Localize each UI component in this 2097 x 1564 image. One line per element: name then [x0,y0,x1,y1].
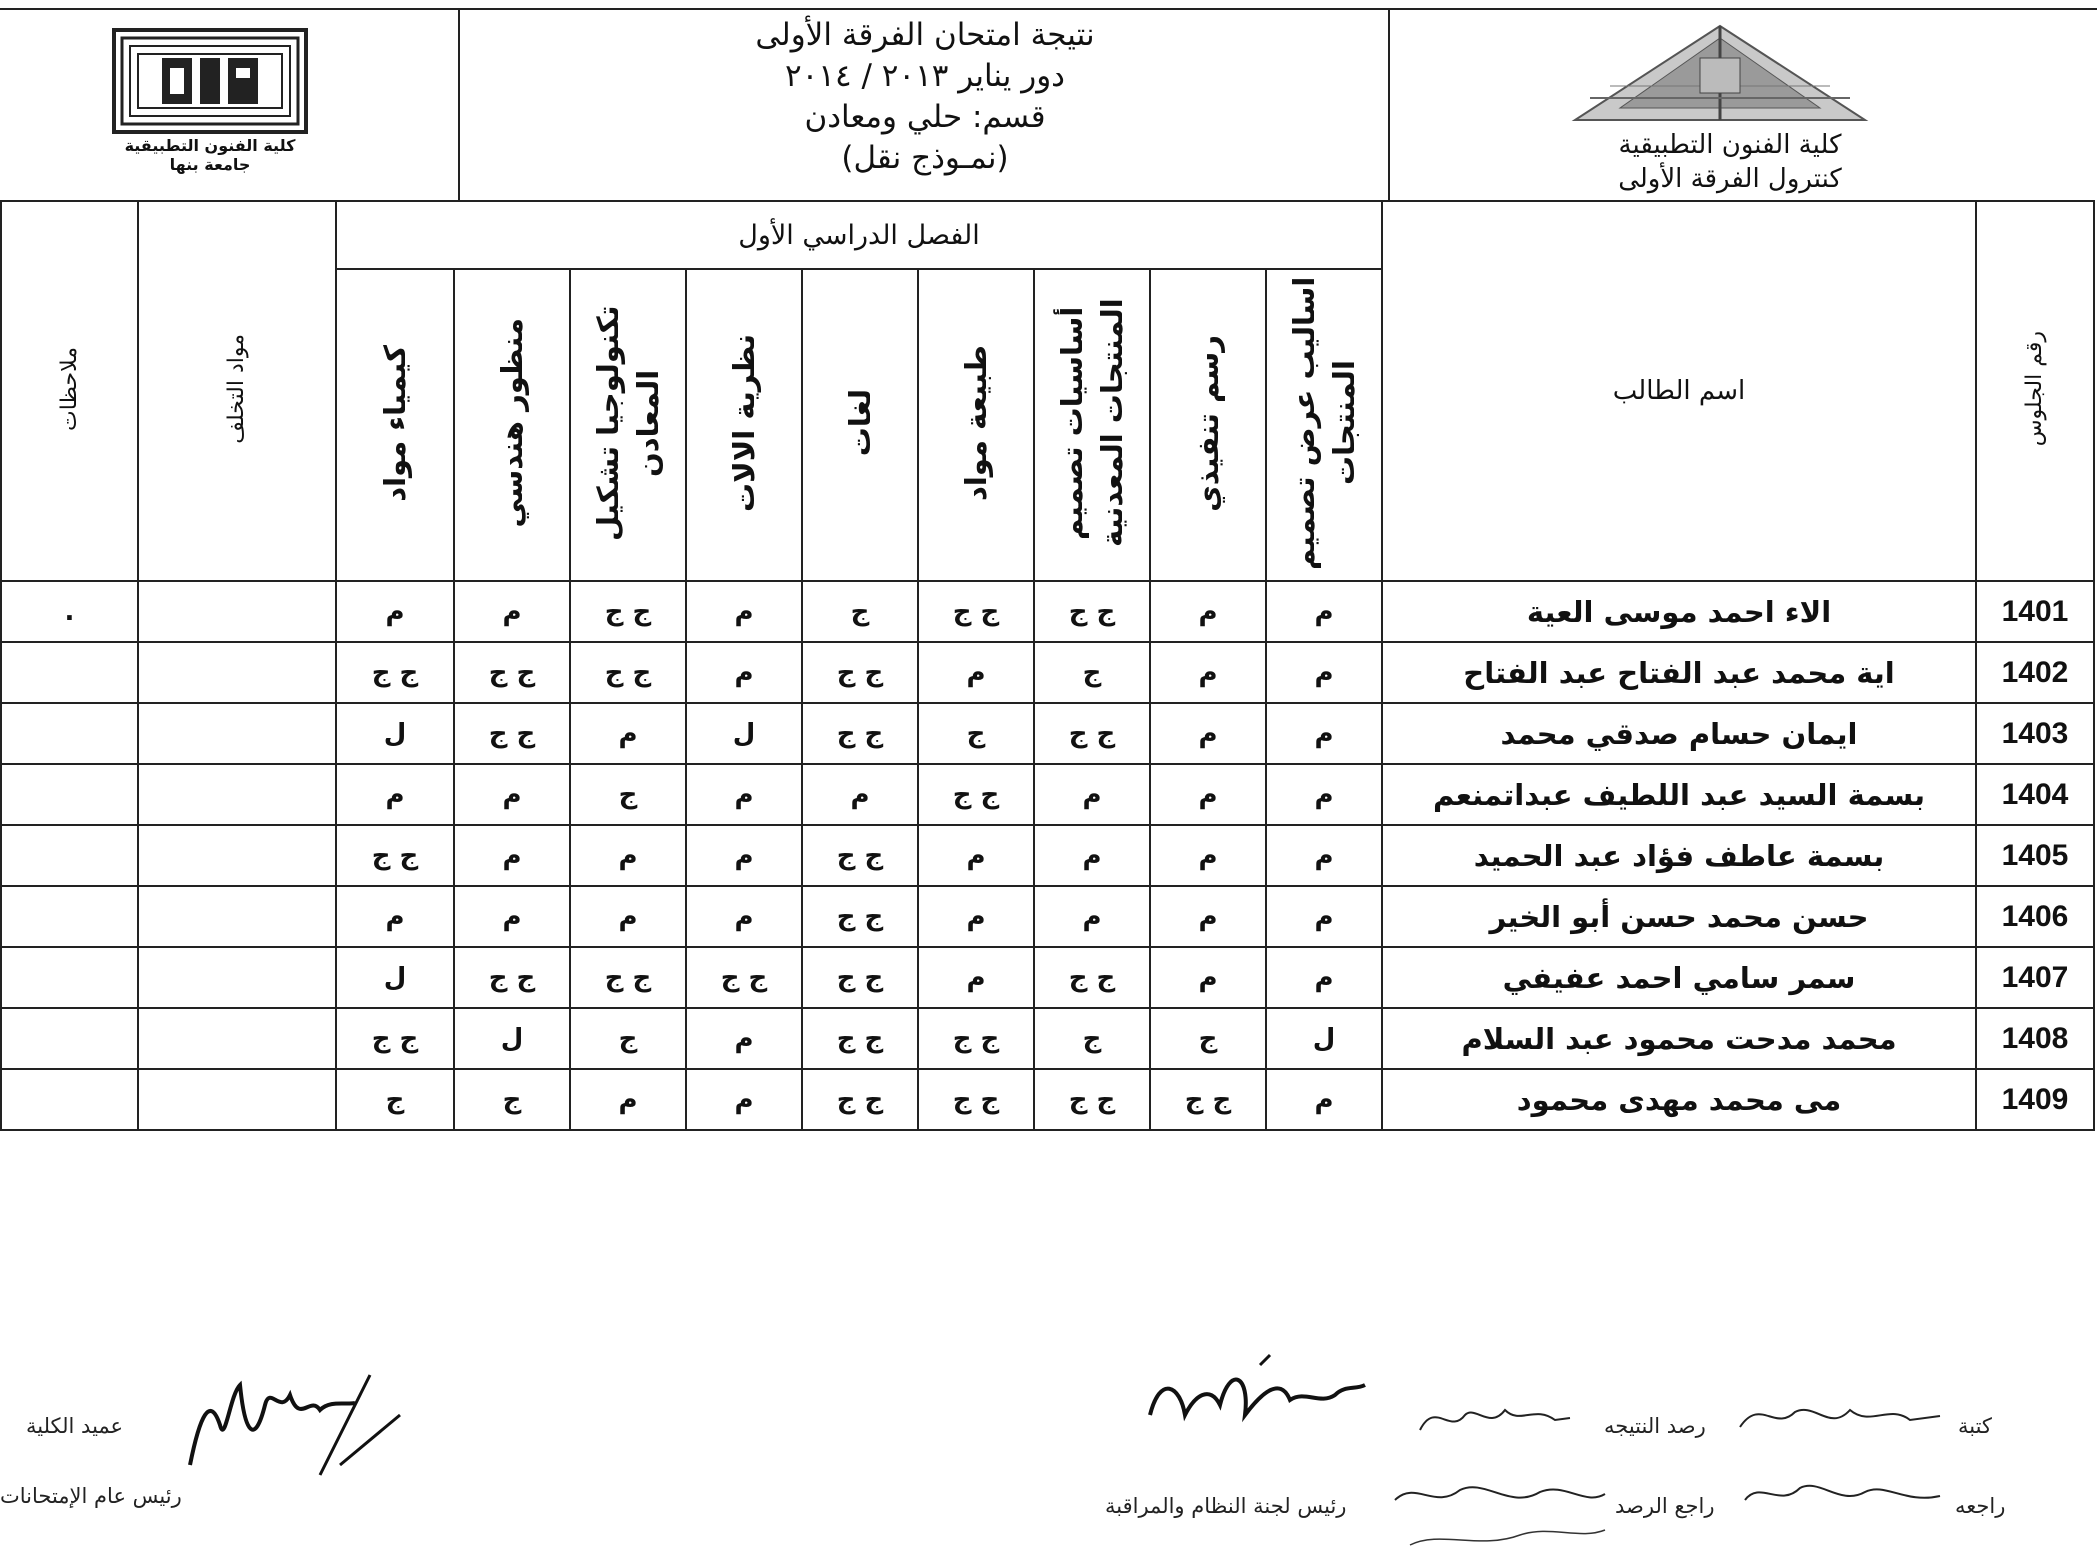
notes-cell [1,764,138,825]
grade-cell: ج [570,764,686,825]
results-table [0,200,2095,1131]
grade-cell: م [454,581,570,642]
notes-cell [1,1008,138,1069]
grade-cell: م [1266,825,1382,886]
table-row [1,642,2094,703]
table-row [1,886,2094,947]
notes-cell [1,825,138,886]
exams-head-label: رئيس عام الإمتحانات [0,1484,182,1508]
semester-header: الفصل الدراسي الأول [336,201,1382,269]
grade-cell: ج ج [454,703,570,764]
grade-cell: ج ج [1034,703,1150,764]
grade-cell: م [918,947,1034,1008]
grade-cell: م [1150,764,1266,825]
table-row [1,703,2094,764]
grade-cell: م [336,764,454,825]
seat-number-cell: 1403 [1976,703,2094,764]
review-record-label: راجع الرصد [1615,1494,1715,1518]
grade-cell: م [570,825,686,886]
subject-header: رسم تنفيذي [1150,269,1266,581]
grade-cell: م [1266,886,1382,947]
recorder-signature [1415,1390,1575,1450]
subject-header: اساليب عرض تصميم المنتجات [1266,269,1382,581]
left-logo-caption: كلية الفنون التطبيقية جامعة بنها [124,136,296,174]
notes-header: ملاحظات [1,201,138,581]
seat-number-cell: 1405 [1976,825,2094,886]
failed-subjects-cell [138,764,336,825]
grade-cell: م [686,581,802,642]
grade-cell: م [1150,642,1266,703]
grade-cell: ج ج [336,1008,454,1069]
table-row [1,1069,2094,1130]
grade-cell: م [336,581,454,642]
grade-cell: ج ج [1034,581,1150,642]
exam-title [460,15,1390,179]
table-row [1,825,2094,886]
grade-cell: م [686,1008,802,1069]
failed-subjects-cell [138,703,336,764]
grade-cell: ج [336,1069,454,1130]
grade-cell: ج ج [454,642,570,703]
grade-cell: ج ج [802,642,918,703]
grade-cell: ج ج [1034,947,1150,1008]
seat-number-cell: 1407 [1976,947,2094,1008]
grade-cell: ج ج [802,947,918,1008]
notes-cell [1,703,138,764]
subject-header: كيمياء مواد [336,269,454,581]
grade-cell: م [454,764,570,825]
grade-cell: م [686,886,802,947]
student-name-cell: اية محمد عبد الفتاح عبد الفتاح [1382,642,1976,703]
grade-cell: م [1150,825,1266,886]
subject-header: أساسيات تصميم المنتجات المعدنية [1034,269,1150,581]
grade-cell: ج ج [570,642,686,703]
grade-cell: م [1150,886,1266,947]
failed-subjects-cell [138,581,336,642]
student-name-cell: بسمة عاطف فؤاد عبد الحميد [1382,825,1976,886]
grade-cell: م [570,1069,686,1130]
grade-cell: ج ج [336,825,454,886]
grade-cell: ج [454,1069,570,1130]
reviewer-signature [1740,1470,1950,1520]
grade-cell: ج ج [802,886,918,947]
grade-cell: ج [1034,642,1150,703]
title-line-1: نتيجة امتحان الفرقة الأولى [755,17,1095,53]
failed-subjects-header: مواد التخلف [138,201,336,581]
subject-header: نظرية الالات [686,269,802,581]
record-reviewer-signature [1390,1470,1610,1560]
grade-cell: م [1150,581,1266,642]
failed-subjects-cell [138,825,336,886]
student-name-header: اسم الطالب [1382,201,1976,581]
grade-cell: م [570,703,686,764]
grade-cell: م [1266,947,1382,1008]
table-row [1,1008,2094,1069]
grade-cell: ج ج [570,581,686,642]
notes-cell [1,1069,138,1130]
grade-cell: م [570,886,686,947]
grade-cell: م [1266,703,1382,764]
grade-cell: ج ج [802,825,918,886]
seat-number-cell: 1402 [1976,642,2094,703]
grade-cell: ج ج [570,947,686,1008]
grade-cell: م [1034,764,1150,825]
student-name-cell: مى محمد مهدى محمود [1382,1069,1976,1130]
subject-header: منظور هندسي [454,269,570,581]
table-row [1,581,2094,642]
recorded-by-label: رصد النتيجه [1604,1414,1706,1438]
notes-cell: . [1,581,138,642]
failed-subjects-cell [138,1069,336,1130]
grade-cell: ل [336,947,454,1008]
grade-cell: م [918,825,1034,886]
grade-cell: ج ج [918,764,1034,825]
reviewed-by-label: راجعه [1955,1494,2006,1518]
grade-cell: م [1034,825,1150,886]
right-logo-caption: كلية الفنون التطبيقية كنترول الفرقة الأولى [1618,130,1842,194]
student-name-cell: سمر سامي احمد عفيفي [1382,947,1976,1008]
grade-cell: ج [1150,1008,1266,1069]
seat-number-cell: 1406 [1976,886,2094,947]
grade-cell: ج ج [918,581,1034,642]
notes-cell [1,947,138,1008]
grade-cell: م [686,764,802,825]
grade-cell: م [1150,703,1266,764]
grade-cell: ج [1034,1008,1150,1069]
grade-cell: ج ج [336,642,454,703]
notes-cell [1,642,138,703]
seat-number-header: رقم الجلوس [1976,201,2094,581]
failed-subjects-cell [138,886,336,947]
grade-cell: م [1266,764,1382,825]
seat-number-cell: 1409 [1976,1069,2094,1130]
seat-number-cell: 1404 [1976,764,2094,825]
grade-cell: ل [454,1008,570,1069]
student-name-cell: الاء احمد موسى العية [1382,581,1976,642]
failed-subjects-cell [138,947,336,1008]
written-by-label: كتبة [1958,1414,1992,1438]
grade-cell: ج ج [802,703,918,764]
subject-header: تكنولوجيا تشكيل المعادن [570,269,686,581]
grade-cell: م [918,886,1034,947]
table-row [1,947,2094,1008]
student-name-cell: بسمة السيد عبد اللطيف عبداتمنعم [1382,764,1976,825]
title-line-2: دور يناير ٢٠١٣ / ٢٠١٤ [785,58,1065,94]
student-name-cell: ايمان حسام صدقي محمد [1382,703,1976,764]
grade-cell: ج [802,581,918,642]
grade-cell: م [686,1069,802,1130]
grade-cell: م [1034,886,1150,947]
faculty-box-logo [112,28,308,134]
dean-signature [170,1355,410,1485]
title-line-4: (نمـوذج نقل) [841,140,1009,176]
seat-number-cell: 1408 [1976,1008,2094,1069]
dean-label: عميد الكلية [26,1414,124,1438]
grade-cell: م [686,642,802,703]
control-head-signature [1140,1345,1370,1445]
grade-cell: ج ج [1034,1069,1150,1130]
seat-number-cell: 1401 [1976,581,2094,642]
grade-cell: ج ج [918,1069,1034,1130]
grade-cell: م [1266,581,1382,642]
grade-cell: ج ج [802,1069,918,1130]
subject-header: لغات [802,269,918,581]
failed-subjects-cell [138,642,336,703]
grade-cell: م [686,825,802,886]
faculty-pyramid-logo [1570,18,1870,126]
grade-cell: ج ج [1150,1069,1266,1130]
title-line-3: قسم: حلي ومعادن [804,99,1046,135]
grade-cell: ج ج [454,947,570,1008]
grade-cell: ج [918,703,1034,764]
grade-cell: م [454,886,570,947]
grade-cell: ل [1266,1008,1382,1069]
notes-cell [1,886,138,947]
writer-signature [1735,1392,1945,1442]
grade-cell: م [1266,642,1382,703]
subject-header: طبيعة مواد [918,269,1034,581]
grade-cell: ل [686,703,802,764]
table-row [1,764,2094,825]
grade-cell: ل [336,703,454,764]
grade-cell: م [336,886,454,947]
grade-cell: م [1150,947,1266,1008]
grade-cell: م [454,825,570,886]
grade-cell: ج ج [918,1008,1034,1069]
grade-cell: ج ج [686,947,802,1008]
results-body [1,581,2094,1130]
committee-head-label: رئيس لجنة النظام والمراقبة [1105,1494,1347,1518]
grade-cell: م [802,764,918,825]
grade-cell: ج [570,1008,686,1069]
student-name-cell: محمد مدحت محمود عبد السلام [1382,1008,1976,1069]
failed-subjects-cell [138,1008,336,1069]
student-name-cell: حسن محمد حسن أبو الخير [1382,886,1976,947]
grade-cell: م [918,642,1034,703]
header-top-border [0,8,2097,10]
grade-cell: م [1266,1069,1382,1130]
grade-cell: ج ج [802,1008,918,1069]
